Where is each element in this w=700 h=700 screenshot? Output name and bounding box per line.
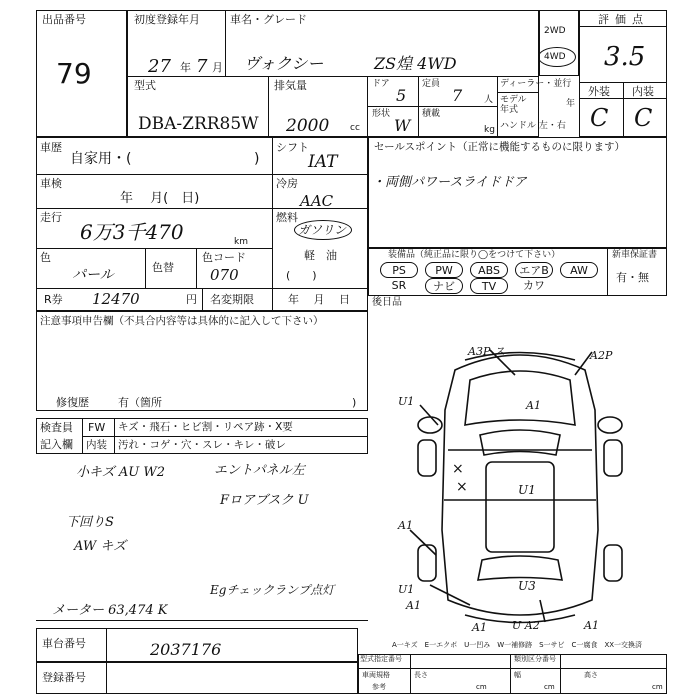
seats-label: 定員: [422, 79, 441, 89]
diag-label-11: A1: [584, 619, 599, 632]
width-label: 幅: [514, 671, 521, 679]
comment-5: AW キズ: [74, 539, 127, 554]
equipment-item: エアB: [515, 262, 553, 278]
recycle-label: R券: [44, 293, 63, 306]
comment-4: Fロアブスク U: [220, 493, 309, 508]
month-suffix: 月: [212, 61, 223, 74]
reg-year: 27: [148, 56, 171, 77]
comment-1: 小キズ AU W2: [76, 465, 165, 480]
interior-label: 内装: [86, 439, 107, 451]
spec-box: [358, 654, 667, 694]
km-unit: km: [234, 237, 248, 247]
handle-label: ハンドル 左・右: [500, 121, 566, 131]
interior-items: 汚れ・コゲ・穴・スレ・キレ・破レ: [118, 439, 286, 451]
reg-label: 初度登録年月: [134, 13, 200, 26]
diag-label-7: U1: [398, 583, 415, 596]
inspector-label1: 検査員: [40, 421, 73, 434]
color-code: 070: [210, 266, 239, 284]
shape: W: [394, 116, 411, 135]
color-value: パール: [72, 267, 114, 283]
displacement: 2000: [286, 116, 330, 136]
equipment-item: TV: [470, 278, 508, 294]
diag-label-5: U1: [518, 483, 536, 497]
equipment-item: カワ: [523, 279, 545, 292]
diag-label-12: U A2: [512, 619, 540, 632]
sales-box: [368, 137, 667, 248]
shift-value: IAT: [308, 152, 338, 172]
cargo-label: 積載: [422, 109, 441, 119]
model-year-label1: モデル: [500, 95, 527, 105]
score-value: 3.5: [604, 42, 646, 72]
category-label: 類別区分番号: [514, 655, 556, 663]
x-mark-1: ×: [452, 461, 464, 477]
name-label: 車名・グレード: [230, 13, 307, 26]
cc-unit: cc: [350, 123, 360, 133]
comment-2: エントパネル左: [214, 463, 305, 478]
warranty-label: 新車保証書: [612, 250, 658, 260]
fw-items: キズ・飛石・ヒビ割・リペア跡・X要: [118, 421, 293, 433]
ref-label: 参考: [372, 683, 386, 691]
history-close: ): [254, 151, 260, 167]
repair-value: 有（箇所: [118, 396, 162, 409]
doors: 5: [396, 86, 407, 105]
ext-label: 外装: [588, 85, 610, 98]
repair-close: ): [352, 396, 357, 409]
yen-unit: 円: [186, 293, 197, 306]
inspection-value: 年 月( 日): [120, 191, 200, 206]
drive-2wd: 2WD: [544, 26, 566, 36]
chassis-label: 車台番号: [42, 637, 86, 650]
repair-label: 修復歴: [56, 396, 89, 409]
diag-label-1: A3P ス: [468, 345, 505, 358]
vin-label: 車両規格: [362, 671, 390, 679]
shift-label: シフト: [276, 141, 309, 154]
cm-3: cm: [652, 683, 663, 691]
seats: 7: [452, 86, 463, 105]
mileage-label: 走行: [40, 211, 62, 224]
comment-7: メーター 63,474 K: [52, 603, 168, 618]
year-char: 年: [566, 99, 576, 109]
diag-label-4: A1: [526, 399, 541, 412]
equipment-item: SR: [391, 279, 407, 292]
fw-label: FW: [88, 421, 106, 434]
chassis-value: 2037176: [150, 640, 222, 659]
fuel-label: 燃料: [276, 211, 298, 224]
color-code-label: 色コード: [202, 251, 246, 264]
model-year-label2: 年式: [500, 105, 519, 115]
kg-unit: kg: [484, 125, 495, 135]
reg-month: 7: [196, 56, 208, 77]
equipment-item: PW: [425, 262, 463, 278]
sales-label: セールスポイント（正常に機能するものに限ります）: [374, 141, 626, 153]
inspector-label2: 記入欄: [40, 438, 73, 451]
drive-4wd: 4WD: [544, 52, 566, 62]
score-label: 評価点: [598, 13, 649, 26]
fuel-value: ガソリン: [298, 223, 347, 237]
diag-label-2: A2P: [590, 349, 613, 362]
dealer-label: ディーラー・並行: [500, 79, 572, 89]
height-label: 高さ: [584, 671, 598, 679]
shape-label: 形状: [372, 109, 391, 119]
diag-label-10: A1: [472, 621, 487, 634]
fuel-paren: ( ): [286, 269, 317, 282]
diag-label-9: U3: [518, 579, 536, 593]
car-name: ヴォクシー: [244, 54, 324, 73]
color-change-label: 色替: [152, 261, 174, 274]
equipment-item: ナビ: [425, 278, 463, 294]
doors-label: ドア: [372, 79, 390, 89]
lot-number: 79: [56, 57, 92, 90]
back-label: 後日品: [372, 297, 402, 308]
model-label: 型式: [134, 79, 156, 92]
int-grade: C: [634, 104, 653, 132]
diag-label-8: A1: [406, 599, 421, 612]
disp-label: 排気量: [274, 79, 307, 92]
notes-label: 注意事項申告欄（不具合内容等は具体的に記入して下さい）: [40, 315, 324, 327]
comment-3: 下回りS: [66, 515, 114, 530]
lot-label: 出品番号: [42, 13, 86, 26]
equipment-item: ABS: [470, 262, 508, 278]
cm-1: cm: [476, 683, 487, 691]
cm-2: cm: [544, 683, 555, 691]
grade: ZS煌 4WD: [374, 54, 457, 73]
recycle-value: 12470: [92, 290, 140, 308]
color-label: 色: [40, 251, 51, 264]
int-label: 内装: [632, 85, 654, 98]
ac-label: 冷房: [276, 177, 298, 190]
x-mark-2: ×: [456, 479, 468, 495]
length-label: 長さ: [414, 671, 428, 679]
equipment-label: 装備品（純正品に限り◯をつけて下さい）: [388, 250, 561, 260]
owner-change-label: 名変期限: [210, 293, 254, 306]
ac-value: AAC: [300, 192, 334, 210]
diagram-legend: A一キズ E一エクボ U一凹み W一補修跡 S一サビ C一腐食 XX一交換済: [392, 641, 643, 649]
history-value: 自家用・(: [70, 151, 132, 167]
diag-label-3: U1: [398, 395, 415, 408]
fuel-diesel: 軽 油: [304, 249, 337, 262]
reg-num-label: 登録番号: [42, 671, 86, 684]
inspection-label: 車検: [40, 177, 62, 190]
comment-6: Egチェックランプ点灯: [210, 583, 335, 597]
sales-point: ・両側パワースライドドア: [372, 175, 527, 190]
model-value: DBA-ZRR85W: [138, 114, 259, 134]
mileage-value: 6万3千470: [80, 220, 184, 244]
warranty-value: 有・無: [616, 271, 649, 284]
designation-label: 型式指定番号: [360, 655, 402, 663]
seats-unit: 人: [484, 95, 494, 105]
year-suffix: 年: [180, 61, 191, 74]
history-label: 車歴: [40, 141, 62, 154]
ext-grade: C: [590, 104, 609, 132]
equipment-item: PS: [380, 262, 418, 278]
equipment-item: AW: [560, 262, 598, 278]
diag-label-6: A1: [398, 519, 413, 532]
owner-change-value: 年 月 日: [288, 293, 350, 306]
